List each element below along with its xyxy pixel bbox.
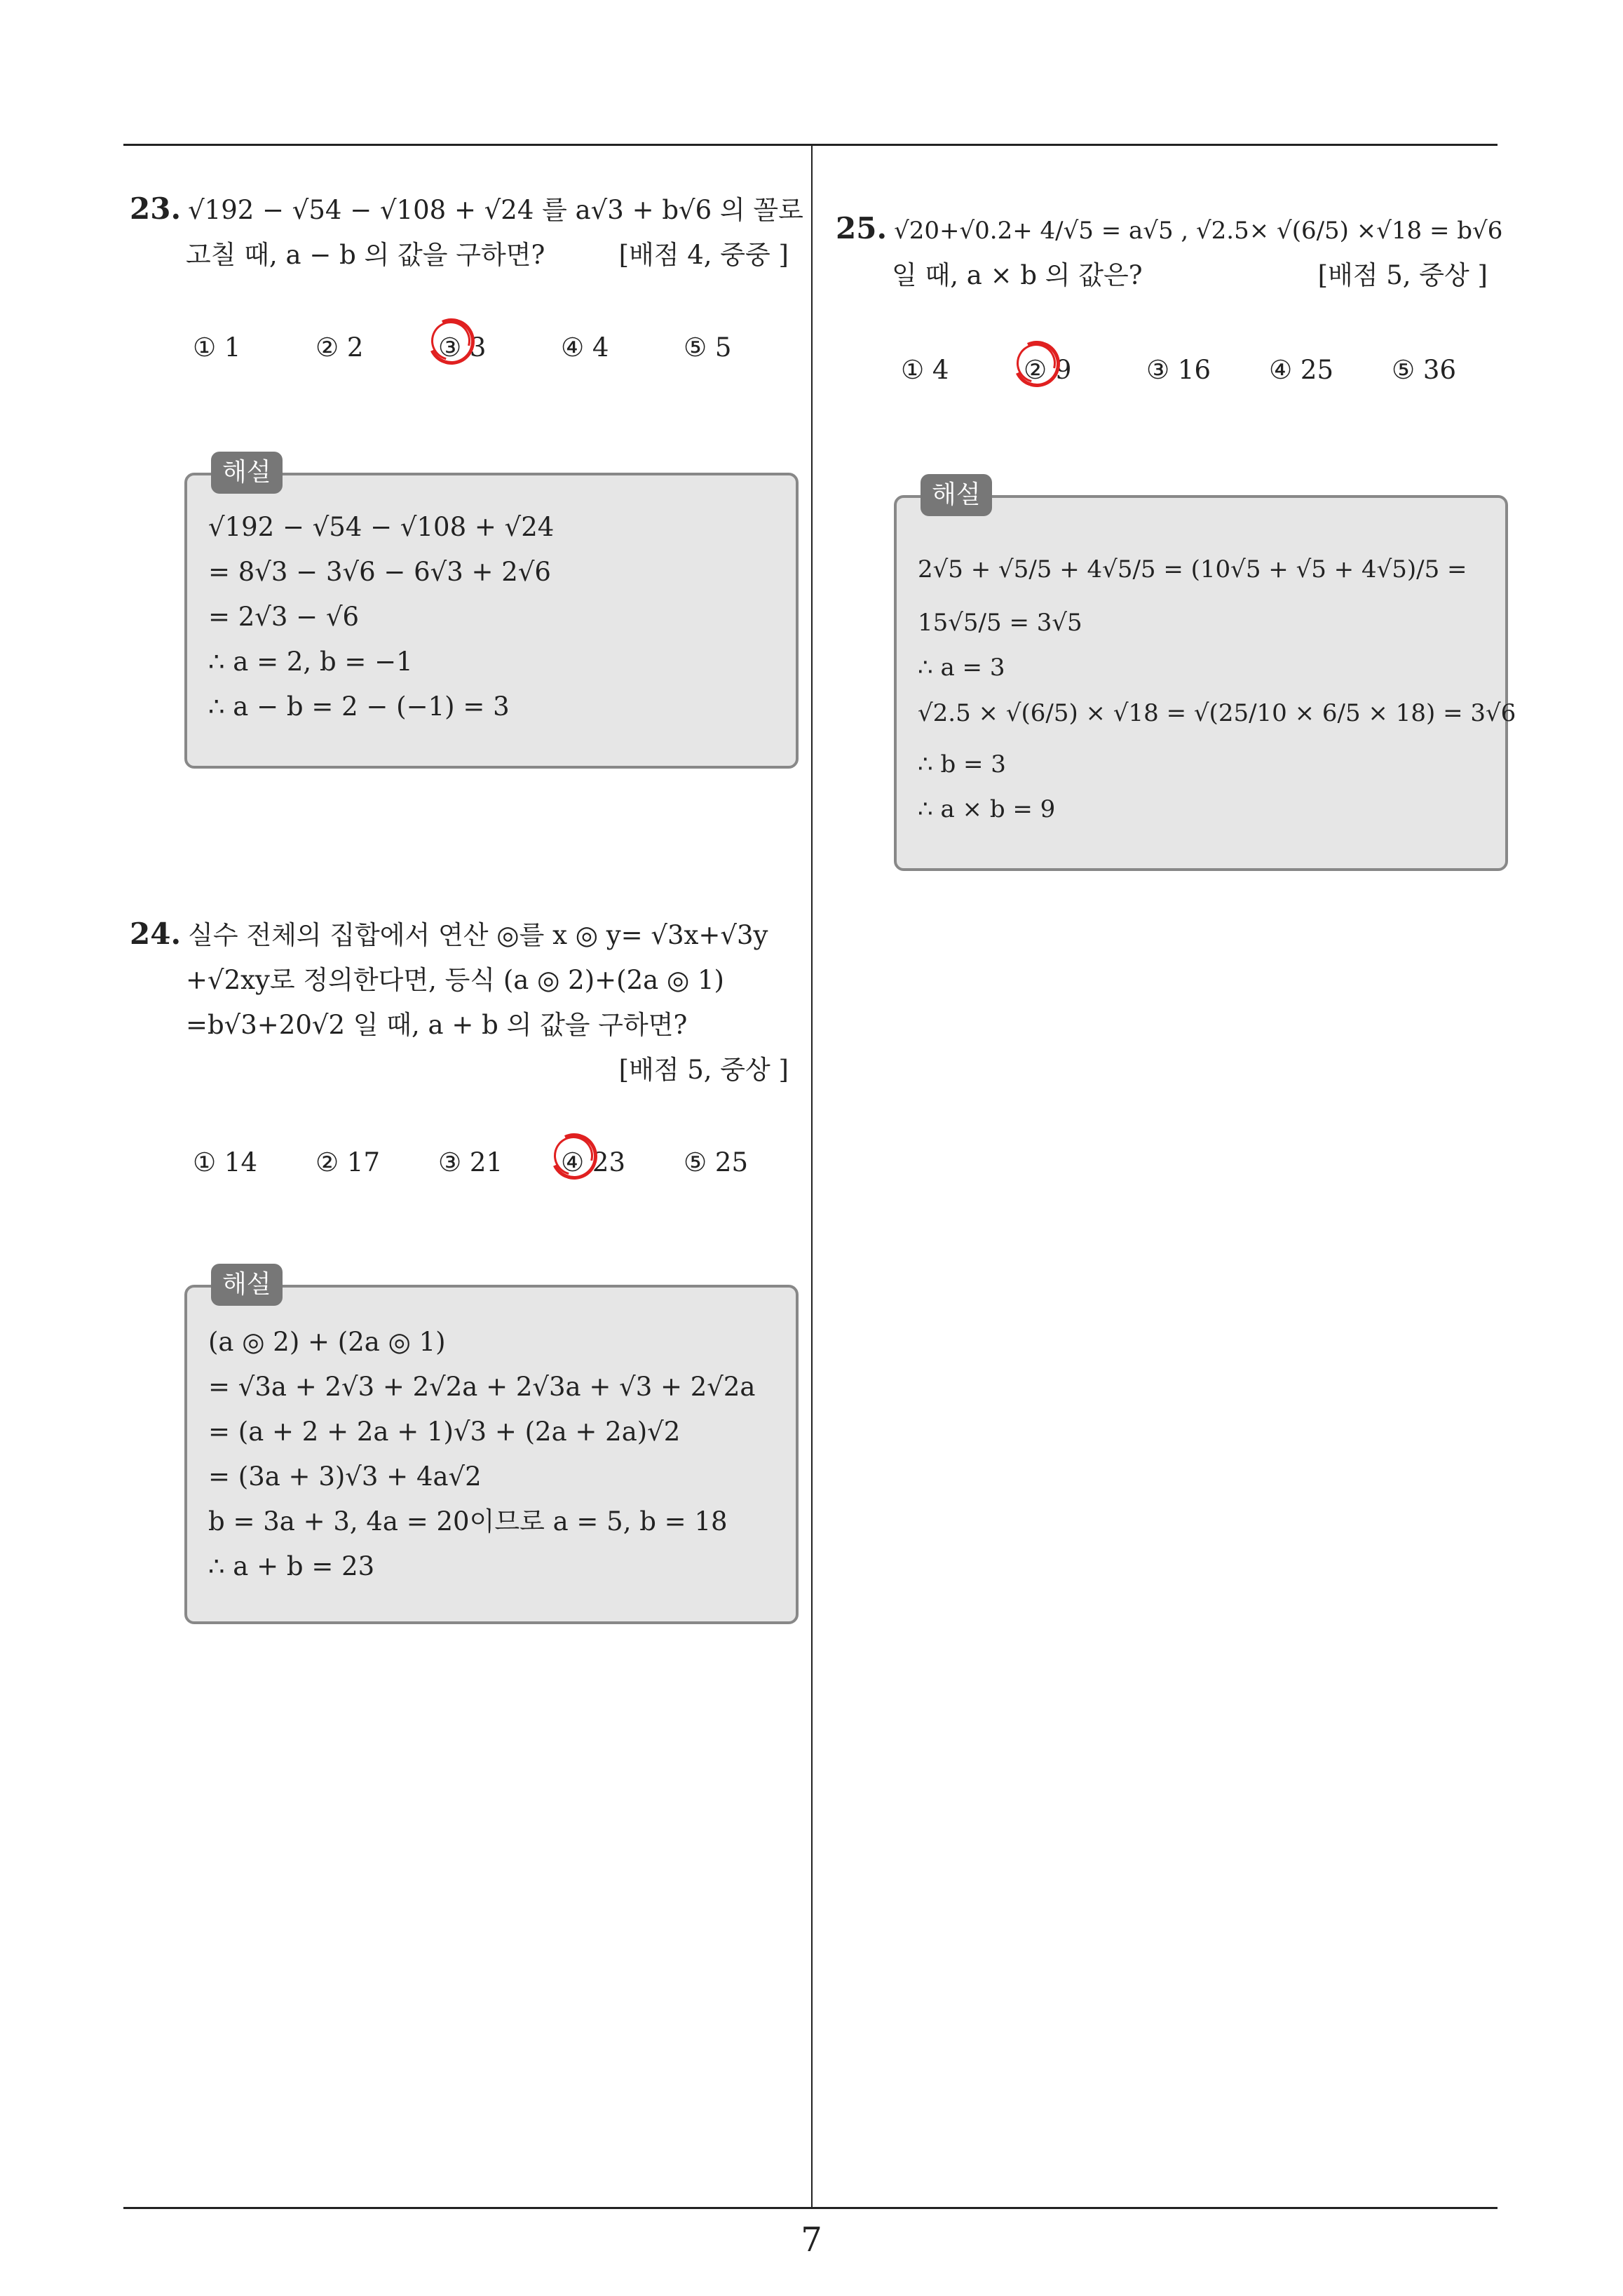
- choices-25: [901, 355, 1504, 397]
- question-text-line: =b√3+20√2 일 때, a + b 의 값을 구하면?: [186, 1010, 688, 1040]
- solution-box-23: [184, 458, 799, 769]
- choice-3[interactable]: ③ 3: [438, 332, 486, 363]
- question-23: [130, 187, 803, 278]
- choice-2[interactable]: ② 2: [315, 332, 364, 363]
- question-number: 25.: [836, 211, 888, 245]
- choice-4[interactable]: ④ 25: [1269, 355, 1334, 385]
- top-rule: [123, 144, 1498, 146]
- question-text-line: 일 때, a × b 의 값은?: [892, 260, 1143, 290]
- question-text-line: √20+√0.2+ 4/√5 = a√5 , √2.5× √(6/5) ×√18 = b√6: [894, 217, 1503, 245]
- question-25: [836, 206, 1502, 298]
- solution-text: 2√5 + √5/5 + 4√5/5 = (10√5 + √5 + 4√5)/5 = 15√5/5 = 3√5 ∴ a = 3 √2.5 × √(6/5) × √18 = √(25/10 × 6/5 × 18) = 3√6 ∴ b = 3 ∴ a × b = 9: [918, 555, 1516, 823]
- solution-text: √192 − √54 − √108 + √24 = 8√3 − 3√6 − 6√3 + 2√6 = 2√3 − √6 ∴ a = 2, b = −1 ∴ a − b = 2 − (−1) = 3: [208, 512, 555, 722]
- bottom-rule: [123, 2207, 1498, 2209]
- choice-4[interactable]: ④ 4: [561, 332, 609, 363]
- choice-5[interactable]: ⑤ 25: [684, 1147, 749, 1177]
- choice-4[interactable]: ④ 23: [561, 1147, 625, 1177]
- choice-5[interactable]: ⑤ 36: [1392, 355, 1457, 385]
- question-text-line: √192 − √54 − √108 + √24 를 a√3 + b√6 의 꼴로: [188, 195, 803, 225]
- solution-text: (a ◎ 2) + (2a ◎ 1) = √3a + 2√3 + 2√2a + 2√3a + √3 + 2√2a = (a + 2 + 2a + 1)√3 + (2a + 2a)√2 = (3a + 3)√3 + 4a√2 b = 3a + 3, 4a = 20이므로 a = 5, b = 18 ∴ a + b = 23: [208, 1327, 756, 1581]
- question-number: 23.: [130, 191, 182, 226]
- column-divider: [811, 144, 813, 2208]
- choice-1[interactable]: ① 4: [901, 355, 949, 385]
- question-text-line: 실수 전체의 집합에서 연산 ◎를 x ◎ y= √3x+√3y: [188, 920, 768, 950]
- solution-label: 해설: [921, 474, 992, 516]
- question-24: [130, 912, 803, 1085]
- choice-1[interactable]: ① 14: [193, 1147, 258, 1177]
- solution-label: 해설: [211, 1264, 283, 1306]
- score-label: [배점 5, 중상 ]: [618, 1055, 789, 1085]
- choices-23: [193, 332, 796, 374]
- choice-5[interactable]: ⑤ 5: [684, 332, 732, 363]
- choice-2[interactable]: ② 17: [315, 1147, 381, 1177]
- choice-1[interactable]: ① 1: [193, 332, 241, 363]
- choices-24: [193, 1147, 796, 1189]
- question-text-line: +√2xy로 정의한다면, 등식 (a ◎ 2)+(2a ◎ 1): [186, 965, 724, 995]
- page-number: 7: [801, 2220, 822, 2260]
- score-label: [배점 5, 중상 ]: [1317, 260, 1488, 290]
- choice-3[interactable]: ③ 21: [438, 1147, 503, 1177]
- solution-box-24: [184, 1270, 799, 1624]
- question-text-line: 고칠 때, a − b 의 값을 구하면?: [186, 240, 545, 270]
- choice-3[interactable]: ③ 16: [1146, 355, 1211, 385]
- choice-2[interactable]: ② 9: [1024, 355, 1071, 385]
- score-label: [배점 4, 중중 ]: [618, 240, 789, 270]
- solution-label: 해설: [211, 452, 283, 494]
- question-number: 24.: [130, 917, 182, 951]
- solution-box-25: [894, 480, 1516, 871]
